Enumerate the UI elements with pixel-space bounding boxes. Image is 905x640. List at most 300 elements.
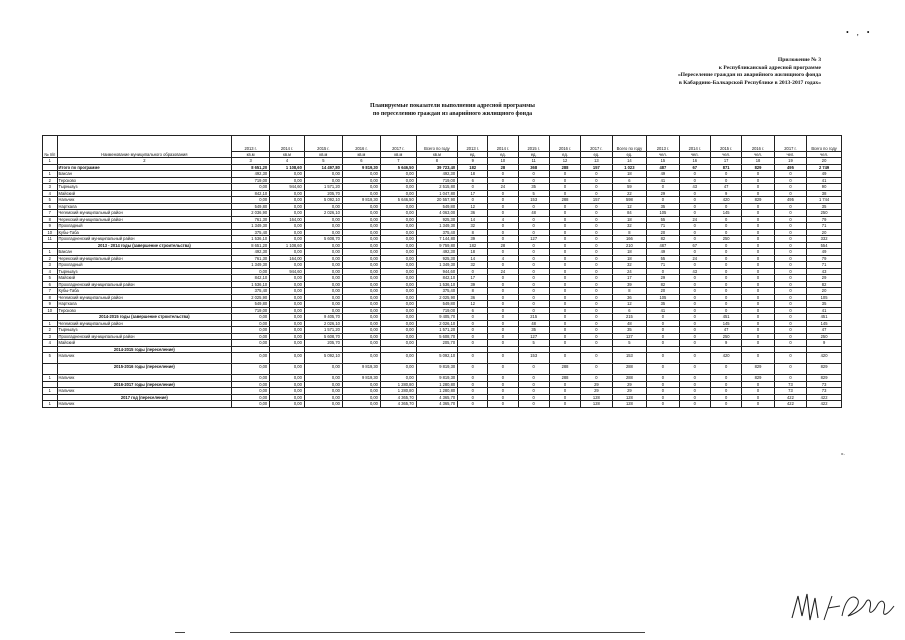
municipality-name: 2017 год (переселение) — [57, 394, 232, 401]
cell-value: 0 — [549, 229, 580, 236]
cell-value: 842,10 — [416, 275, 457, 282]
cell-value: 0 — [679, 394, 710, 401]
cell-value: 0,00 — [304, 375, 342, 382]
cell-value: 9 819,30 — [416, 375, 457, 382]
header-year: 2014 г. — [488, 136, 518, 152]
cell-value: 0 — [488, 281, 518, 288]
cell-value: 28 — [488, 164, 518, 171]
cell-value: 0,00 — [270, 340, 305, 347]
header-unit: кв.м — [232, 152, 270, 158]
cell-value: 39 — [458, 236, 488, 243]
row-number: 9 — [43, 301, 58, 308]
cell-value: 29 — [807, 275, 842, 282]
cell-value: 24 — [488, 184, 518, 191]
cell-value: 554 — [807, 242, 842, 249]
cell-value: 0,00 — [342, 301, 380, 308]
cell-value: 0,00 — [270, 223, 305, 230]
municipality-name: 2014-2015 годы (переселение) — [57, 346, 232, 353]
cell-value: 0 — [518, 288, 549, 295]
header-column-number: 11 — [518, 158, 549, 164]
cell-value: 90 — [807, 184, 842, 191]
header-column-number: 7 — [380, 158, 416, 164]
section-row — [43, 364, 842, 375]
cell-value: 944,60 — [270, 184, 305, 191]
cell-value: 0 — [518, 294, 549, 301]
cell-value: 719,00 — [232, 177, 270, 184]
cell-value: 0 — [774, 281, 806, 288]
cell-value: 0,00 — [342, 394, 380, 401]
cell-value: 0 — [549, 262, 580, 269]
cell-value: 0,00 — [270, 171, 305, 178]
table-body — [43, 164, 842, 407]
cell-value: 0 — [549, 268, 580, 275]
row-number: 2 — [43, 255, 58, 262]
cell-value: 0 — [549, 301, 580, 308]
cell-value: 17 — [612, 275, 647, 282]
cell-value: 0 — [488, 210, 518, 217]
header-column-number: 13 — [581, 158, 612, 164]
footer-rule-long — [230, 632, 645, 633]
row-number: 5 — [43, 275, 58, 282]
header-year: 2013 г. — [232, 136, 270, 152]
cell-value: 422 — [807, 394, 842, 401]
cell-value: 0 — [742, 229, 774, 236]
cell-value: 18 — [612, 216, 647, 223]
cell-value: 127 — [518, 333, 549, 340]
cell-value: 0,00 — [342, 314, 380, 321]
cell-value: 73 — [774, 381, 806, 388]
cell-value: 36 — [612, 294, 647, 301]
cell-value: 0,00 — [304, 268, 342, 275]
cell-value: 12 — [612, 203, 647, 210]
cell-value: 0 — [581, 171, 612, 178]
cell-value: 0,00 — [304, 394, 342, 401]
header-year: 2016 г. — [742, 136, 774, 152]
cell-value: 250 — [710, 236, 741, 243]
cell-value: 0 — [647, 364, 679, 375]
cell-value: 0 — [679, 249, 710, 256]
cell-value: 164,00 — [270, 216, 305, 223]
cell-value: 6 — [612, 177, 647, 184]
cell-value: 0 — [518, 249, 549, 256]
scan-specks: • , • — [846, 28, 873, 37]
cell-value: 0 — [774, 333, 806, 340]
cell-value: 9 759,80 — [416, 242, 457, 249]
cell-value: 761,30 — [232, 216, 270, 223]
cell-value: 0 — [774, 249, 806, 256]
cell-value: 1 108,60 — [270, 164, 305, 171]
cell-value: 166 — [612, 236, 647, 243]
cell-value: 1 536,10 — [232, 281, 270, 288]
cell-value: 0 — [458, 268, 488, 275]
cell-value: 0 — [581, 294, 612, 301]
header-column-number: 8 — [416, 158, 457, 164]
cell-value: 0 — [518, 388, 549, 395]
cell-value: 0,00 — [270, 288, 305, 295]
cell-value: 0 — [710, 364, 741, 375]
cell-value: 145 — [807, 320, 842, 327]
cell-value: 829 — [742, 164, 774, 171]
cell-value: 0 — [549, 388, 580, 395]
cell-value: 0 — [710, 294, 741, 301]
cell-value: 0 — [549, 184, 580, 191]
cell-value: 0 — [742, 353, 774, 364]
cell-value: 0 — [679, 294, 710, 301]
cell-value: 2 749 — [807, 164, 842, 171]
cell-value: 127 — [612, 333, 647, 340]
cell-value: 41 — [807, 177, 842, 184]
cell-value: 0 — [710, 262, 741, 269]
cell-value: 18 — [458, 249, 488, 256]
cell-value: 5 646,50 — [380, 197, 416, 204]
cell-value: 0 — [458, 327, 488, 334]
cell-value: 492,30 — [416, 249, 457, 256]
header-unit: кв.м — [270, 152, 305, 158]
cell-value: 5 646,50 — [380, 164, 416, 171]
header-year: 2014 г. — [270, 136, 305, 152]
cell-value: 32 — [612, 262, 647, 269]
cell-value: 0 — [710, 177, 741, 184]
header-total: Всего по году — [612, 136, 647, 152]
header-unit: ед. — [518, 152, 549, 158]
cell-value: 0 — [679, 210, 710, 217]
cell-value: 0 — [742, 401, 774, 408]
cell-value: 0 — [742, 288, 774, 295]
cell-value: 0,00 — [304, 255, 342, 262]
cell-value: 0,00 — [304, 242, 342, 249]
cell-value: 829 — [742, 364, 774, 375]
cell-value: 0 — [774, 242, 806, 249]
header-unit: кв.м — [304, 152, 342, 158]
cell-value: 0 — [488, 203, 518, 210]
cell-value: 35 — [612, 327, 647, 334]
cell-value: 0 — [710, 394, 741, 401]
cell-value: 0 — [581, 327, 612, 334]
cell-value: 0 — [647, 375, 679, 382]
indicators-table — [42, 135, 842, 408]
cell-value: 215 — [612, 314, 647, 321]
cell-value: 35 — [518, 327, 549, 334]
row-number: 1 — [43, 401, 58, 408]
municipality-name: 2013 - 2014 годы (завершение строительства) — [57, 242, 232, 249]
cell-value: 0 — [488, 288, 518, 295]
cell-value: 2 036,90 — [232, 210, 270, 217]
cell-value: 0 — [518, 394, 549, 401]
cell-value: 549,80 — [416, 301, 457, 308]
cell-value: 41 — [647, 177, 679, 184]
cell-value: 4 063,00 — [416, 210, 457, 217]
cell-value: 0 — [518, 262, 549, 269]
municipality-name: Кубы-Таба — [57, 288, 232, 295]
cell-value: 0,00 — [380, 210, 416, 217]
cell-value: 0,00 — [342, 307, 380, 314]
appendix-line: «Переселение граждан из аварийного жилищного фонда — [677, 72, 821, 79]
cell-value: 0,00 — [304, 281, 342, 288]
cell-value: 422 — [774, 394, 806, 401]
cell-value: 0 — [710, 288, 741, 295]
cell-value: 0,00 — [380, 229, 416, 236]
cell-value: 0 — [518, 307, 549, 314]
cell-value: 0 — [518, 401, 549, 408]
cell-value: 0,00 — [270, 381, 305, 388]
cell-value: 9 819,30 — [416, 364, 457, 375]
cell-value: 0 — [742, 333, 774, 340]
cell-value: 375,40 — [416, 288, 457, 295]
cell-value: 0,00 — [304, 301, 342, 308]
cell-value: 7 144,80 — [416, 236, 457, 243]
header-year: 2017 г. — [380, 136, 416, 152]
header-unit: чел. — [710, 152, 741, 158]
cell-value: 0 — [774, 340, 806, 347]
cell-value: 0,00 — [380, 307, 416, 314]
cell-value: 14 — [458, 216, 488, 223]
municipality-name: Майский — [57, 340, 232, 347]
municipality-name: Прохладненский муниципальный район — [57, 333, 232, 340]
cell-value: 0,00 — [270, 275, 305, 282]
cell-value: 0,00 — [380, 236, 416, 243]
cell-value: 0 — [458, 197, 488, 204]
row-number: 1 — [43, 375, 58, 382]
footer-rule-short — [175, 632, 185, 633]
cell-value: 0 — [581, 190, 612, 197]
header-unit: чел. — [679, 152, 710, 158]
cell-value: 0,00 — [304, 223, 342, 230]
cell-value: 0,00 — [232, 320, 270, 327]
cell-value: 0 — [679, 281, 710, 288]
municipality-name: Баксан — [57, 171, 232, 178]
cell-value: 5 — [518, 340, 549, 347]
cell-value: 0 — [549, 171, 580, 178]
cell-value: 0,00 — [232, 333, 270, 340]
cell-value: 0 — [488, 381, 518, 388]
row-number: 1 — [43, 388, 58, 395]
cell-value: 82 — [647, 236, 679, 243]
cell-value: 0 — [581, 375, 612, 382]
header-year: 2015 г. — [518, 136, 549, 152]
cell-value: 39 — [458, 281, 488, 288]
cell-value: 0,00 — [342, 223, 380, 230]
cell-value: 43 — [807, 268, 842, 275]
cell-value: 0,00 — [304, 249, 342, 256]
cell-value: 0 — [581, 177, 612, 184]
cell-value: 0 — [581, 268, 612, 275]
header-unit: чел. — [742, 152, 774, 158]
cell-value: 0 — [549, 190, 580, 197]
cell-value: 0 — [518, 375, 549, 382]
cell-value: 1 349,30 — [416, 262, 457, 269]
cell-value: 0,00 — [270, 364, 305, 375]
municipality-name: Прохладный — [57, 262, 232, 269]
cell-value: 0 — [679, 229, 710, 236]
cell-value: 0 — [774, 171, 806, 178]
cell-value: 0 — [458, 388, 488, 395]
cell-value: 0 — [488, 314, 518, 321]
cell-value: 288 — [612, 375, 647, 382]
cell-value: 0 — [710, 401, 741, 408]
cell-value: 128 — [581, 394, 612, 401]
header-year: 2015 г. — [710, 136, 741, 152]
row-number: 9 — [43, 223, 58, 230]
cell-value: 35 — [807, 301, 842, 308]
cell-value: 22 — [612, 190, 647, 197]
cell-value: 0 — [742, 307, 774, 314]
cell-value: 422 — [807, 401, 842, 408]
cell-value: 153 — [612, 353, 647, 364]
row-number — [43, 364, 58, 375]
cell-value: 0,00 — [270, 394, 305, 401]
row-number: 4 — [43, 190, 58, 197]
header-num: № п/п — [43, 136, 58, 158]
cell-value: 0 — [710, 255, 741, 262]
title-line: по переселению граждан из аварийного жилищного фонда — [372, 111, 533, 118]
header-year: 2016 г. — [549, 136, 580, 152]
cell-value: 47 — [710, 184, 741, 191]
cell-value: 0,00 — [304, 177, 342, 184]
cell-value: 0,00 — [232, 388, 270, 395]
cell-value: 0 — [679, 353, 710, 364]
cell-value: 0 — [458, 401, 488, 408]
cell-value: 0 — [774, 190, 806, 197]
cell-value: 0,00 — [270, 375, 305, 382]
cell-value: 0,00 — [304, 388, 342, 395]
cell-value: 0 — [488, 229, 518, 236]
cell-value: 0,00 — [304, 307, 342, 314]
row-number: 4 — [43, 340, 58, 347]
row-number: 6 — [43, 281, 58, 288]
row-number: 7 — [43, 210, 58, 217]
header-column-number: 5 — [304, 158, 342, 164]
cell-value: 32 — [458, 262, 488, 269]
cell-value: 0 — [679, 327, 710, 334]
cell-value: 492,30 — [416, 171, 457, 178]
municipality-name: Тырныауз — [57, 184, 232, 191]
cell-value: 67 — [679, 164, 710, 171]
cell-value: 0 — [742, 242, 774, 249]
cell-value: 0 — [679, 375, 710, 382]
cell-value: 0,00 — [380, 262, 416, 269]
cell-value: 0,00 — [304, 364, 342, 375]
cell-value: 0 — [710, 203, 741, 210]
cell-value: 79 — [807, 255, 842, 262]
cell-value: 9 405,70 — [304, 314, 342, 321]
row-number: 1 — [43, 171, 58, 178]
row-number: 5 — [43, 353, 58, 364]
cell-value: 29 — [647, 190, 679, 197]
cell-value: 0 — [458, 364, 488, 375]
cell-value: 1 349,30 — [232, 223, 270, 230]
cell-value: 0 — [488, 327, 518, 334]
cell-value: 49 — [647, 171, 679, 178]
cell-value: 1 108,60 — [270, 242, 305, 249]
municipality-name: Майский — [57, 190, 232, 197]
cell-value: 829 — [807, 364, 842, 375]
row-number: 2 — [43, 177, 58, 184]
cell-value: 250 — [710, 333, 741, 340]
cell-value: 4 365,70 — [416, 401, 457, 408]
cell-value: 420 — [710, 197, 741, 204]
cell-value: 0 — [710, 171, 741, 178]
cell-value: 0,00 — [270, 333, 305, 340]
cell-value: 0 — [679, 364, 710, 375]
cell-value: 157 — [581, 164, 612, 171]
municipality-name: Чегемский муниципальный район — [57, 294, 232, 301]
cell-value: 0 — [710, 275, 741, 282]
row-number: 3 — [43, 333, 58, 340]
cell-value: 549,80 — [232, 301, 270, 308]
appendix-line: Приложение № 3 — [777, 57, 821, 63]
cell-value: 5 608,70 — [304, 236, 342, 243]
cell-value: 0 — [581, 288, 612, 295]
header-column-number: 20 — [807, 158, 842, 164]
cell-value: 0,00 — [342, 353, 380, 364]
cell-value: 4 — [488, 255, 518, 262]
cell-value: 0 — [774, 203, 806, 210]
cell-value: 0 — [581, 203, 612, 210]
cell-value: 0,00 — [270, 229, 305, 236]
appendix-line: к Республиканской адресной программе — [718, 64, 821, 71]
municipality-name: Черекский муниципальный район — [57, 216, 232, 223]
cell-value: 0 — [742, 249, 774, 256]
cell-value: 0 — [774, 288, 806, 295]
cell-value: 0 — [458, 320, 488, 327]
cell-value: 20 — [807, 229, 842, 236]
cell-value: 205,70 — [304, 190, 342, 197]
cell-value: 0 — [774, 216, 806, 223]
cell-value: 20 — [647, 229, 679, 236]
cell-value: 0 — [549, 401, 580, 408]
municipality-name: Тырныауз — [57, 268, 232, 275]
cell-value: 20 — [647, 288, 679, 295]
cell-value: 1 023 — [612, 164, 647, 171]
cell-value: 0,00 — [380, 216, 416, 223]
cell-value: 1 349,30 — [232, 262, 270, 269]
cell-value: 14 — [458, 255, 488, 262]
cell-value: 0 — [742, 203, 774, 210]
cell-value: 0 — [549, 314, 580, 321]
cell-value: 0 — [581, 314, 612, 321]
cell-value: 182 — [458, 164, 488, 171]
cell-value: 288 — [612, 364, 647, 375]
cell-value: 0 — [549, 210, 580, 217]
cell-value: 0,00 — [380, 281, 416, 288]
cell-value: 71 — [647, 223, 679, 230]
cell-value: 164,00 — [270, 255, 305, 262]
row-number: 1 — [43, 249, 58, 256]
cell-value: 0 — [742, 210, 774, 217]
cell-value: 0 — [774, 262, 806, 269]
cell-value: 0,00 — [232, 314, 270, 321]
cell-value: 9 819,30 — [342, 375, 380, 382]
cell-value: 0 — [774, 375, 806, 382]
cell-value: 1 047,80 — [416, 190, 457, 197]
title-line: Планируемые показатели выполнения адресной программы — [370, 103, 535, 109]
header-unit: чел. — [774, 152, 806, 158]
cell-value: 0 — [458, 314, 488, 321]
cell-value: 43 — [679, 184, 710, 191]
header-total: Всего по году — [807, 136, 842, 152]
cell-value: 145 — [710, 320, 741, 327]
cell-value: 0 — [549, 340, 580, 347]
cell-value: 0 — [647, 353, 679, 364]
cell-value: 0,00 — [380, 375, 416, 382]
header-column-number: 12 — [549, 158, 580, 164]
cell-value: 0 — [581, 333, 612, 340]
cell-value: 0,00 — [380, 320, 416, 327]
cell-value: 0 — [774, 268, 806, 275]
cell-value: 0,00 — [232, 375, 270, 382]
cell-value: 2 026,10 — [304, 320, 342, 327]
header-column-number: 3 — [232, 158, 270, 164]
